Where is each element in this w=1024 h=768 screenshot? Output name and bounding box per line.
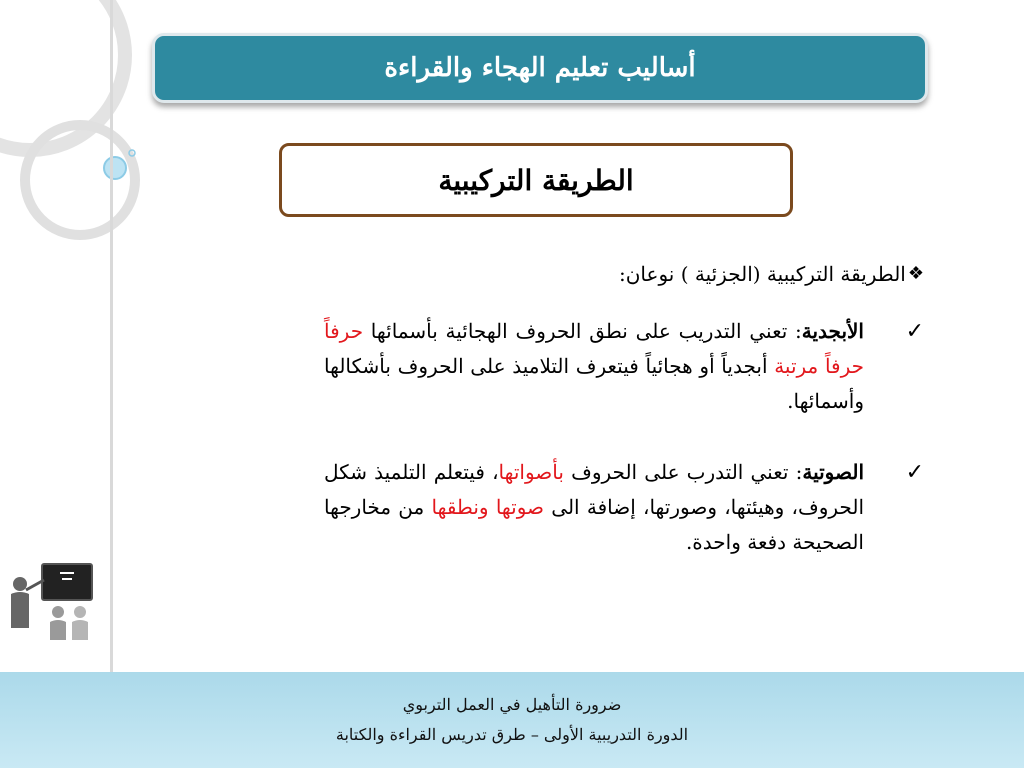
slide-subtitle (279, 143, 793, 217)
item-text: : تعني التدرب على الحروف (563, 460, 803, 484)
footer-line-2: الدورة التدريبية الأولى – طرق تدريس القراءة والكتابة (335, 725, 689, 744)
item-term: الصوتية (802, 460, 864, 484)
slide-content (324, 262, 924, 560)
teacher-board-icon (8, 560, 96, 642)
list-item-phonetic (324, 455, 924, 560)
intro-line (324, 262, 924, 286)
slide-subtitle-text: الطريقة التركيبية (438, 163, 634, 197)
item-text: أبجدياً أو هجائياً فيتعرف التلاميذ على الحروف بأشكالها وأسمائها. (324, 354, 864, 413)
decorative-vertical-line (110, 0, 113, 672)
list-item-alphabetic (324, 314, 924, 419)
checkmark-icon: ✓ (905, 460, 924, 485)
item-term: الأبجدية (801, 319, 864, 343)
item-highlight: حرفاً حرفاً مرتبة (324, 319, 864, 378)
slide-footer (0, 672, 1024, 768)
item-text: من مخارجها الصحيحة دفعة واحدة. (324, 495, 864, 554)
item-text: : تعني التدريب على نطق الحروف الهجائية بأسمائها (363, 319, 802, 343)
item-text: ، فيتعلم التلميذ شكل الحروف، وهيئتها، وصورتها، إضافة الى (324, 460, 864, 519)
slide-title (152, 33, 928, 103)
footer-line-1: ضرورة التأهيل في العمل التربوي (402, 695, 622, 714)
diamond-bullet-icon: ❖ (907, 263, 924, 284)
intro-text: الطريقة التركيبية (الجزئية ) نوعان: (618, 262, 906, 286)
item-highlight: بأصواتها (498, 460, 564, 484)
slide-title-text: أساليب تعليم الهجاء والقراءة (384, 53, 696, 83)
item-highlight: صوتها ونطقها (431, 495, 545, 519)
checkmark-icon: ✓ (905, 319, 924, 344)
